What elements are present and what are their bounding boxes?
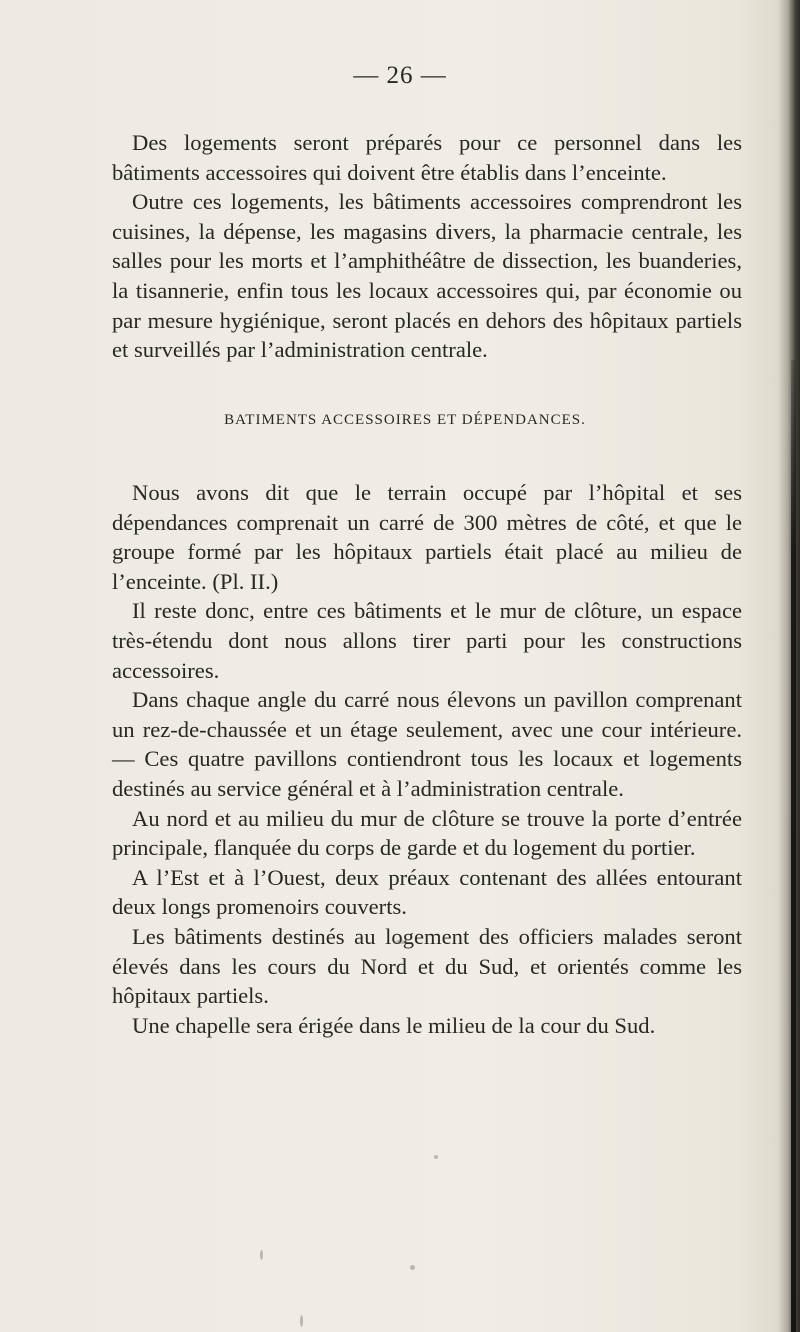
paragraph: A l’Est et à l’Ouest, deux préaux contenant des allées entourant deux longs promenoirs couverts. <box>112 864 742 920</box>
paragraph: Outre ces logements, les bâtiments accessoires comprendront les cuisines, la dépense, les magasins divers, la pharmacie centrale, les salles pour les morts et l’amphithéâtre de dissection, les buanderies, la tisannerie, enfin tous les locaux accessoires qui, par économie ou par mesure hygiénique, seront placés en dehors des hôpitaux partiels et surveillés par l’administration centrale. <box>112 189 742 363</box>
page-binding-edge <box>791 360 796 1332</box>
ink-speck <box>260 1250 263 1260</box>
paragraph: Au nord et au milieu du mur de clôture se trouve la porte d’entrée principale, flanquée du corps de garde et du logement du portier. <box>112 805 742 861</box>
ink-speck <box>300 1315 303 1327</box>
section-text <box>112 478 742 1040</box>
ink-speck <box>434 1155 438 1159</box>
ink-speck <box>410 1265 415 1270</box>
section-heading: BATIMENTS ACCESSOIRES ET DÉPENDANCES. <box>224 412 586 428</box>
page-edge-shadow <box>778 0 800 1332</box>
page-number: — 26 — <box>353 62 447 89</box>
paragraph: Des logements seront préparés pour ce personnel dans les bâtiments accessoires qui doivent être établis dans l’enceinte. <box>112 130 742 185</box>
paragraph: Les bâtiments destinés au logement des officiers malades seront élevés dans les cours du Nord et du Sud, et orientés comme les hôpitaux partiels. <box>112 923 742 1009</box>
paragraph: Il reste donc, entre ces bâtiments et le mur de clôture, un espace très-étendu dont nous allons tirer parti pour les constructions accessoires. <box>112 598 742 683</box>
paragraph: Une chapelle sera érigée dans le milieu de la cour du Sud. <box>132 1012 656 1038</box>
ink-speck <box>395 940 407 944</box>
paragraph: Dans chaque angle du carré nous élevons un pavillon comprenant un rez-de-chaussée et un étage seulement, avec une cour intérieure. — Ces quatre pavillons contiendront tous les locaux et logements destinés au service général et à l’administration centrale. <box>112 687 742 801</box>
paragraph: Nous avons dit que le terrain occupé par l’hôpital et ses dépendances comprenait un carré de 300 mètres de côté, et que le groupe formé par les hôpitaux partiels était placé au milieu de l’enceinte. (Pl. II.) <box>112 480 742 594</box>
intro-text <box>112 128 742 365</box>
